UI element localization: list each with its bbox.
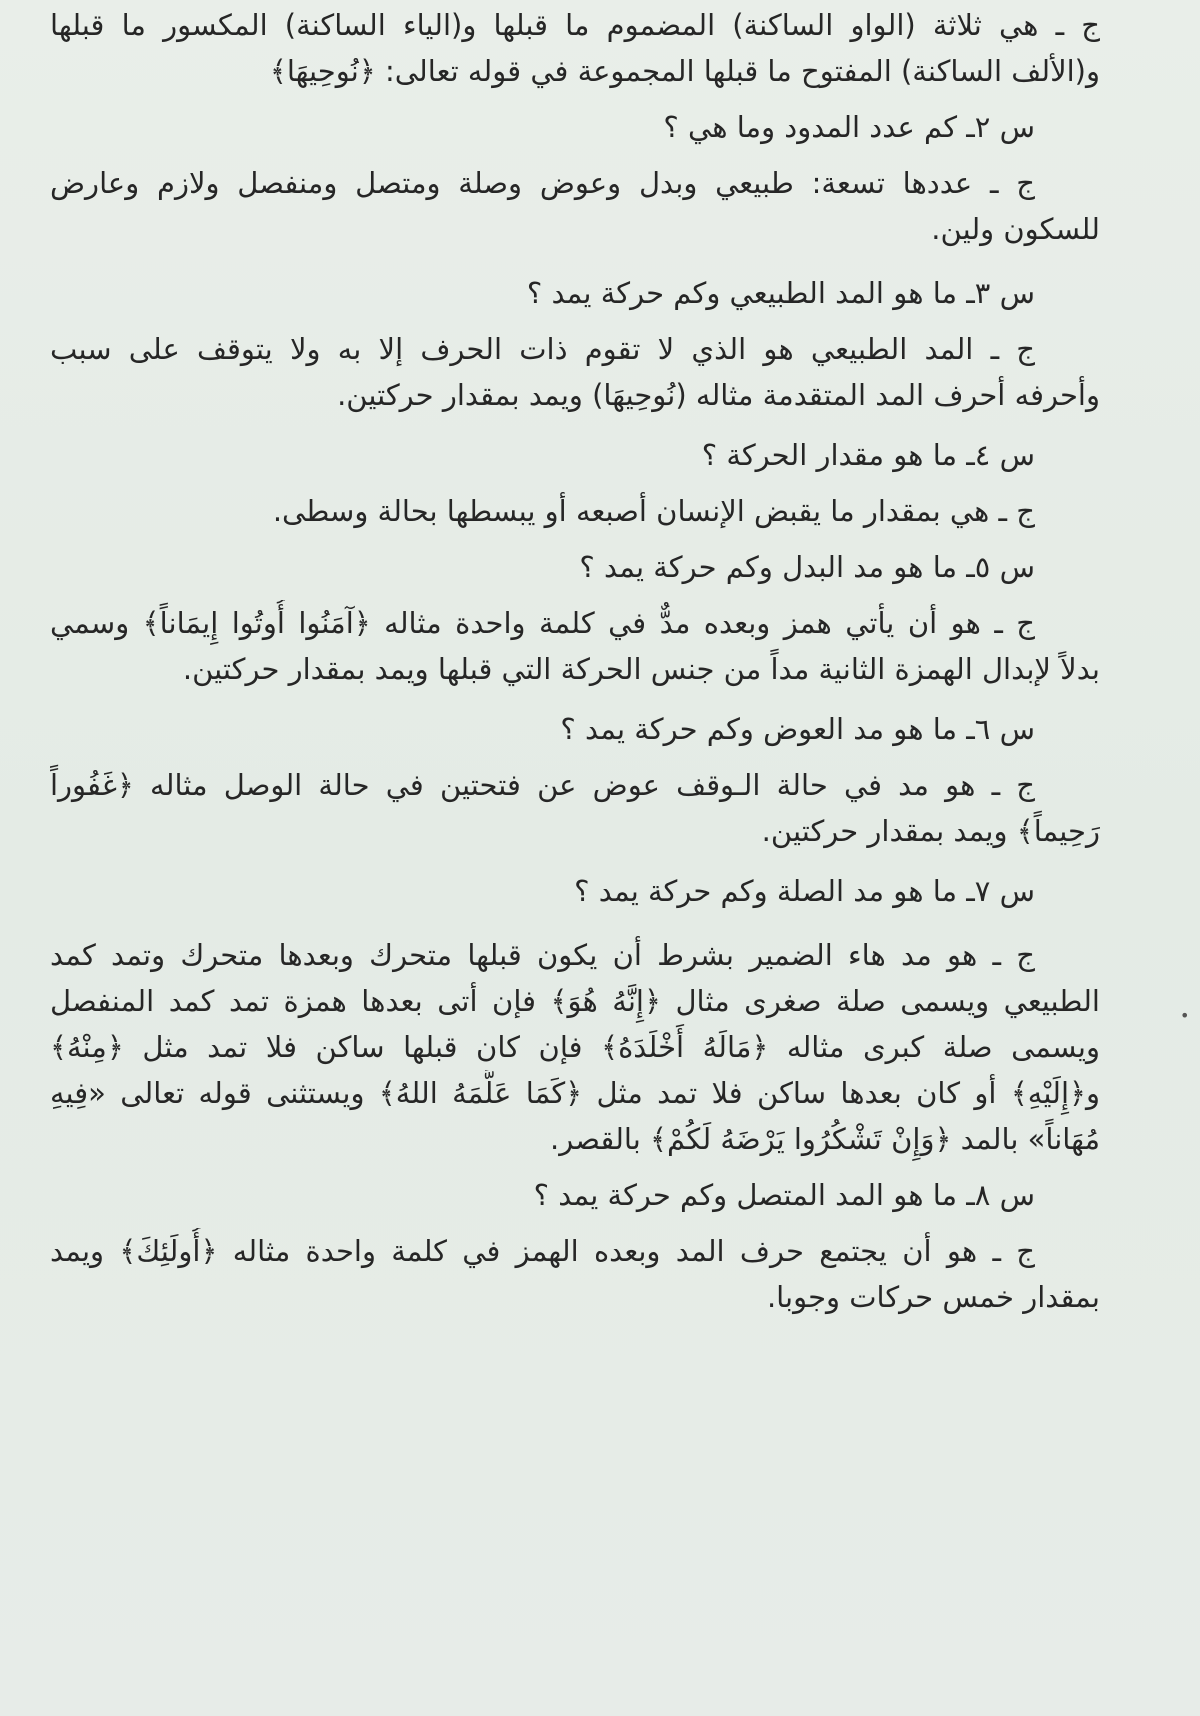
question-3: س ٣ـ ما هو المد الطبيعي وكم حركة يمد ؟: [526, 276, 1035, 310]
question-4: س ٤ـ ما هو مقدار الحركة ؟: [701, 438, 1035, 472]
question-6: س ٦ـ ما هو مد العوض وكم حركة يمد ؟: [560, 712, 1035, 746]
answer-8-line-1: ج ـ هو أن يجتمع حرف المد وبعده الهمز في كلمة واحدة مثاله ﴿أُولَئِكَ﴾ ويمد: [50, 1234, 1035, 1268]
page-text-body: [50, 2, 1100, 1320]
answer-5-line-1: ج ـ هو أن يأتي همز وبعده مدٌّ في كلمة واحدة مثاله ﴿آمَنُوا أُوتُوا إِيمَاناً﴾ وسمي: [50, 606, 1035, 640]
answer-7-line-1: ج ـ هو مد هاء الضمير بشرط أن يكون قبلها متحرك وبعدها متحرك وتمد كمد: [50, 938, 1035, 972]
answer-6-line-2: رَحِيماً﴾ ويمد بمقدار حركتين.: [761, 814, 1100, 848]
answer-7-line-2: الطبيعي ويسمى صلة صغرى مثال ﴿إِنَّهُ هُوَ﴾ فإن أتى بعدها همزة تمد كمد المنفصل: [50, 984, 1100, 1018]
answer-7-line-4: و﴿إِلَيْهِ﴾ أو كان بعدها ساكن فلا تمد مثل ﴿كَمَا عَلَّمَهُ اللهُ﴾ ويستثنى قوله تعالى «فِيهِ: [50, 1076, 1100, 1110]
answer-7-line-5: مُهَاناً» بالمد ﴿وَإِنْ تَشْكُرُوا يَرْضَهُ لَكُمْ﴾ بالقصر.: [550, 1122, 1100, 1156]
answer-1-line-2: و(الألف الساكنة) المفتوح ما قبلها المجموعة في قوله تعالى: ﴿نُوحِيهَا﴾: [269, 54, 1100, 88]
question-2: س ٢ـ كم عدد المدود وما هي ؟: [663, 110, 1035, 144]
answer-3-line-2: وأحرفه أحرف المد المتقدمة مثاله (نُوحِيهَا) ويمد بمقدار حركتين.: [337, 378, 1100, 412]
answer-2-line-2: للسكون ولين.: [931, 212, 1100, 246]
answer-6-line-1: ج ـ هو مد في حالة الـوقف عوض عن فتحتين في حالة الوصل مثاله ﴿غَفُوراً: [50, 768, 1035, 802]
question-7: س ٧ـ ما هو مد الصلة وكم حركة يمد ؟: [574, 874, 1035, 908]
answer-1-line-1: ج ـ هي ثلاثة (الواو الساكنة) المضموم ما قبلها و(الياء الساكنة) المكسور ما قبلها: [50, 8, 1100, 42]
answer-3-line-1: ج ـ المد الطبيعي هو الذي لا تقوم ذات الحرف إلا به ولا يتوقف على سبب: [50, 332, 1035, 366]
question-8: س ٨ـ ما هو المد المتصل وكم حركة يمد ؟: [533, 1178, 1035, 1212]
question-5: س ٥ـ ما هو مد البدل وكم حركة يمد ؟: [579, 550, 1035, 584]
margin-dot: •: [1180, 1006, 1190, 1025]
answer-4: ج ـ هي بمقدار ما يقبض الإنسان أصبعه أو يبسطها بحالة وسطى.: [272, 494, 1035, 528]
answer-7-line-3: ويسمى صلة كبرى مثاله ﴿مَالَهُ أَخْلَدَهُ﴾ فإن كان قبلها ساكن فلا تمد مثل ﴿مِنْهُ﴾: [50, 1030, 1100, 1064]
answer-2-line-1: ج ـ عددها تسعة: طبيعي وبدل وعوض وصلة ومتصل ومنفصل ولازم وعارض: [50, 166, 1035, 200]
answer-5-line-2: بدلاً لإبدال الهمزة الثانية مداً من جنس الحركة التي قبلها ويمد بمقدار حركتين.: [182, 652, 1100, 686]
answer-8-line-2: بمقدار خمس حركات وجوبا.: [766, 1280, 1100, 1314]
